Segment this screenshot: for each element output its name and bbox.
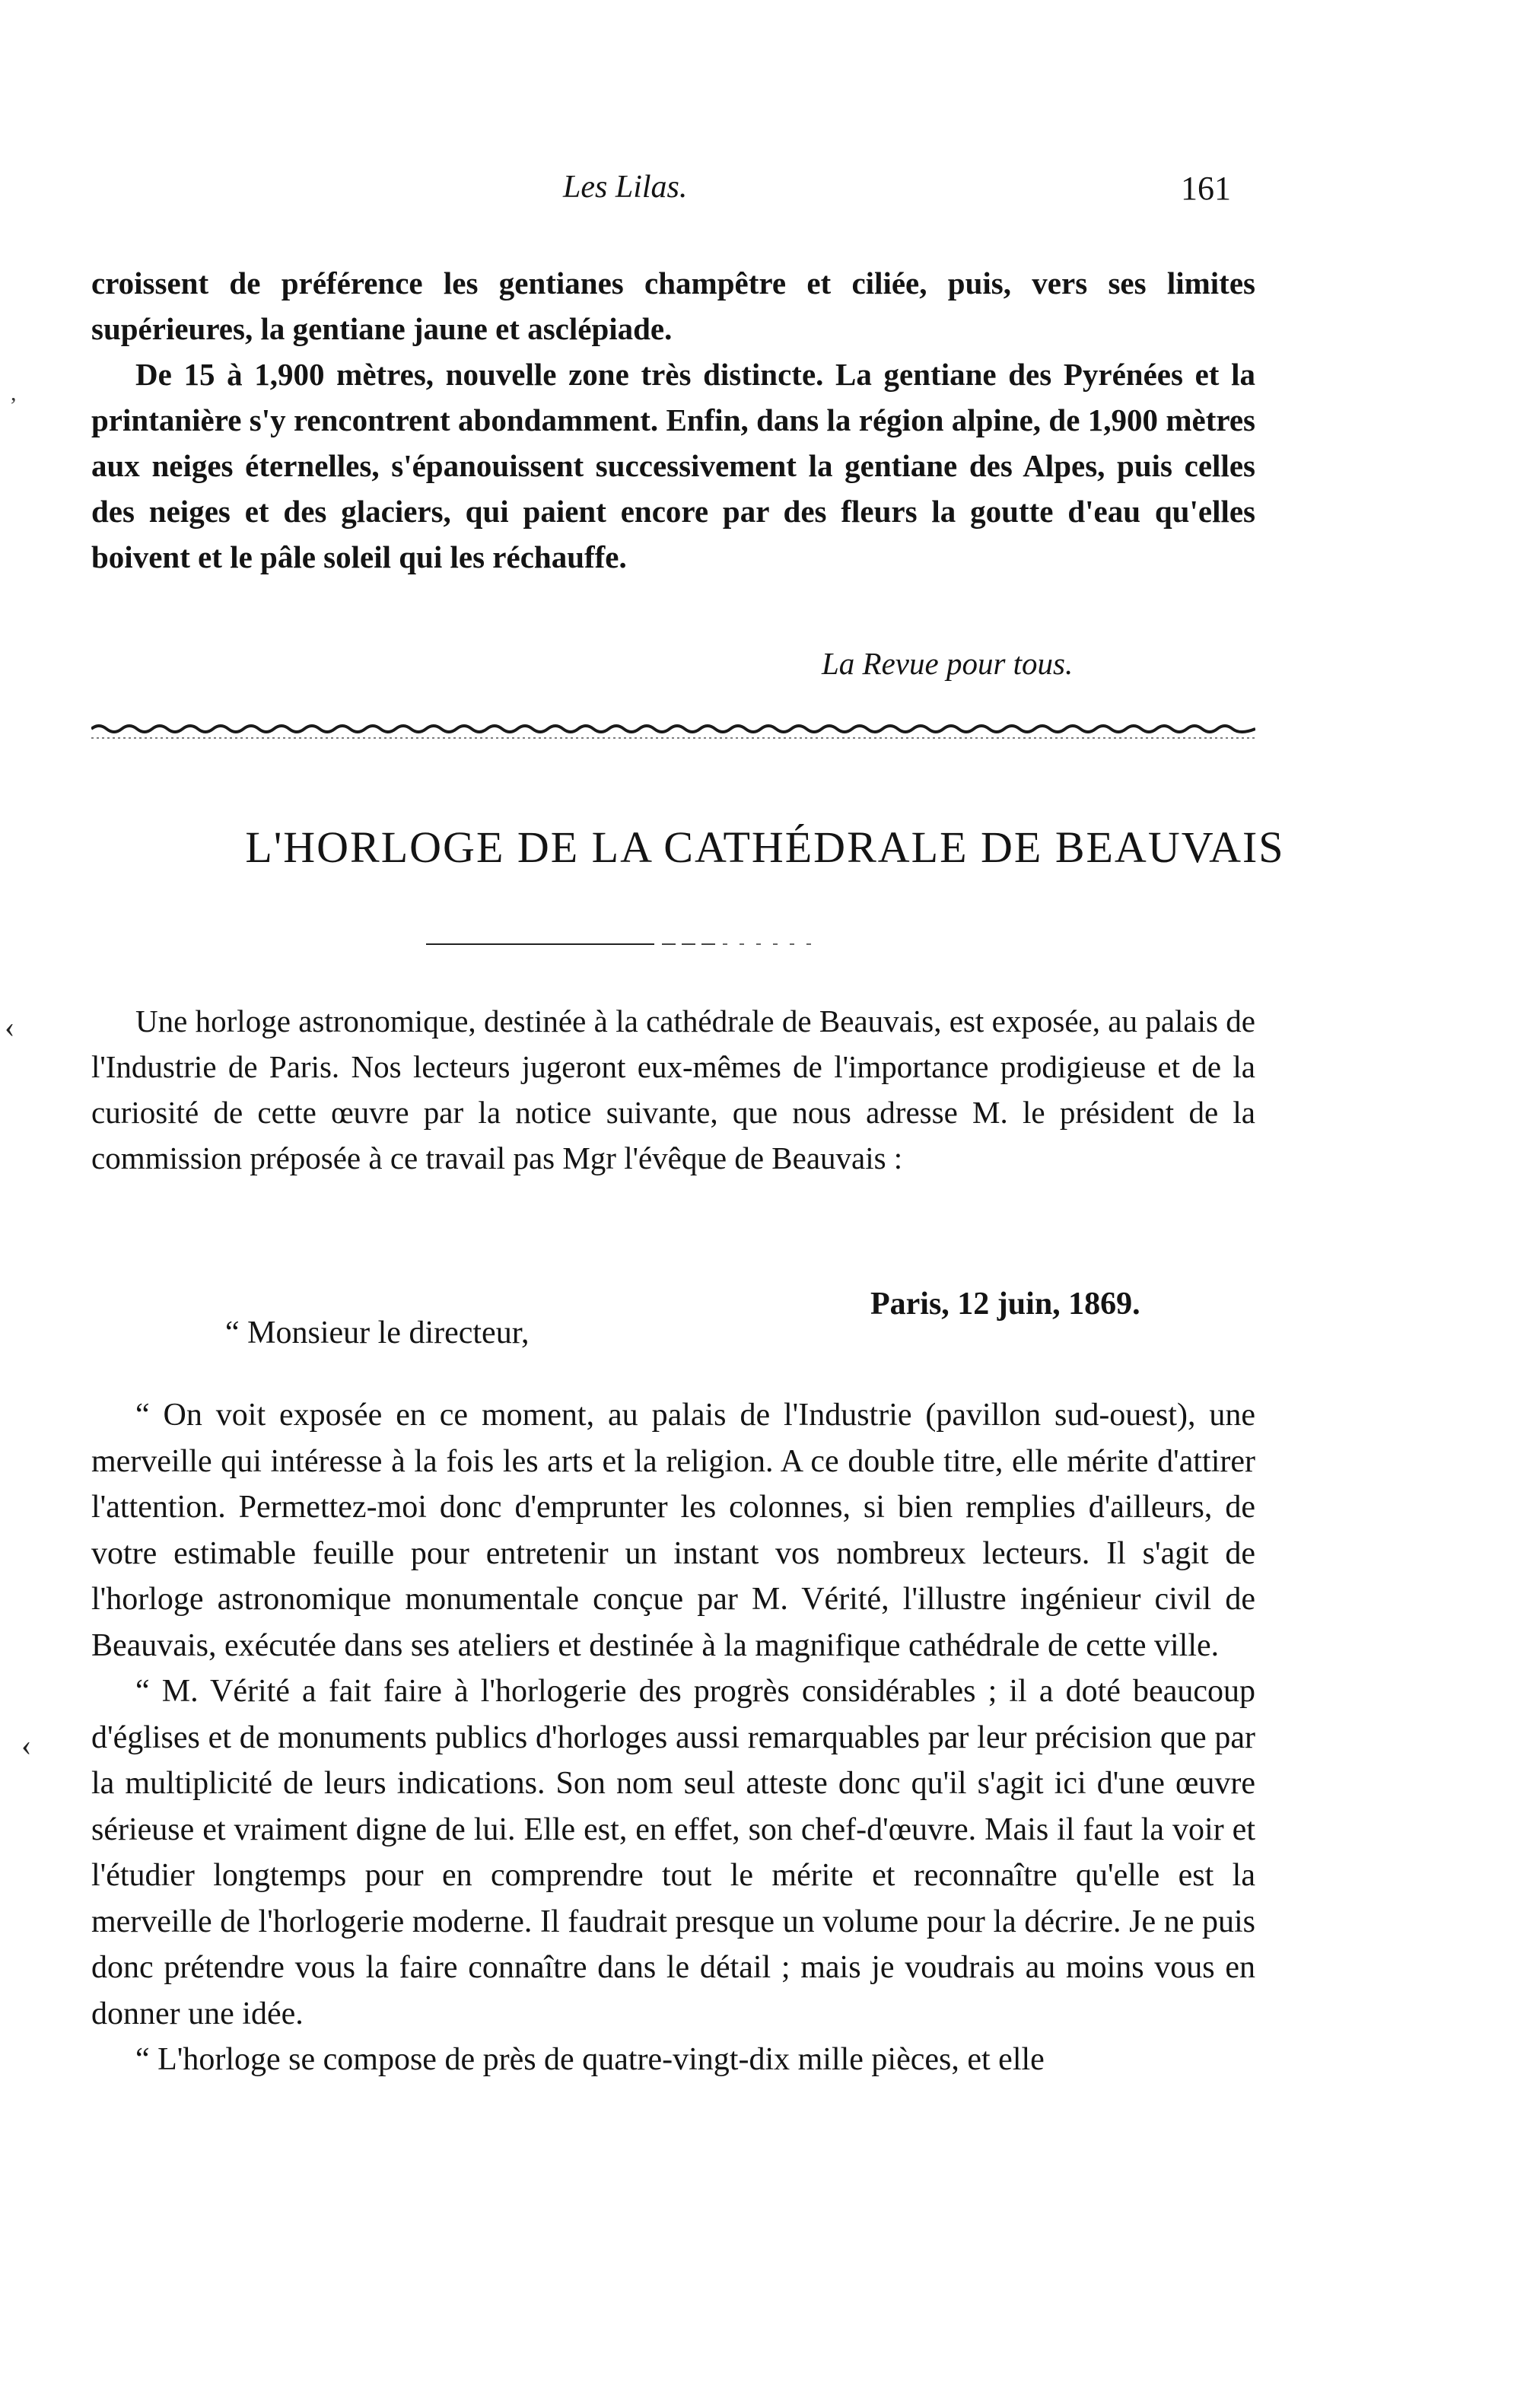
margin-mark: ‹ bbox=[5, 1010, 15, 1044]
source-attribution: La Revue pour tous. bbox=[822, 646, 1074, 681]
bleed-dot: , bbox=[11, 380, 17, 406]
wavy-separator-rule bbox=[91, 715, 1255, 746]
article-intro: Une horloge astronomique, destinée à la cathédrale de Beauvais, est exposée, au palais de l'Industrie de Paris. Nos lecteurs jugeront eux-mêmes de l'importance prodigieuse et de la curiosité de cette œuvre par la notice suivante, que nous adresse M. le président de la commission préposée à ce travail pas Mgr l'évêque de Beauvais : bbox=[91, 1004, 1255, 1175]
letter-paragraph: “ M. Vérité a fait faire à l'horlogerie des progrès considérables ; il a doté beaucoup d'églises et de monuments publics d'horloges aussi remarquables par leur précision que par la multiplicité de leurs indications. Son nom seul atteste donc qu'il s'agit ici d'une œuvre sérieuse et vraiment digne de lui. Elle est, en effet, son chef-d'œuvre. Mais il faut la voir et l'étudier longtemps pour en comprendre tout le mérite et reconnaître qu'elle est la merveille de l'horlogerie moderne. Il faudrait presque un volume pour la décrire. Je ne puis donc prétendre vous la faire connaître dans le détail ; mais je voudrais au moins vous en donner une idée. bbox=[91, 1674, 1255, 2031]
paragraph: croissent de préférence les gentianes champêtre et ciliée, puis, vers ses limites supérieures, la gentiane jaune et asclépiade. bbox=[91, 266, 1255, 346]
title-underline-rule bbox=[426, 940, 822, 948]
letter-paragraph: “ L'horloge se compose de près de quatre-vingt-dix mille pièces, et elle bbox=[135, 2042, 1045, 2077]
margin-mark: ‹ bbox=[21, 1728, 32, 1762]
running-title: Les Lilas. bbox=[563, 170, 688, 205]
paragraph: De 15 à 1,900 mètres, nouvelle zone très distincte. La gentiane des Pyrénées et la printanière s'y rencontrent abondamment. Enfin, dans la région alpine, de 1,900 mètres aux neiges éternelles, s'épanouissent successivement la gentiane des Alpes, puis celles des neiges et des glaciers, qui paient encore par des fleurs la goutte d'eau qu'elles boivent et le pâle soleil qui les réchauffe. bbox=[91, 357, 1255, 574]
article-title: L'HORLOGE DE LA CATHÉDRALE DE BEAUVAIS bbox=[245, 822, 1285, 872]
page-number: 161 bbox=[1181, 170, 1231, 207]
letter-paragraph: “ On voit exposée en ce moment, au palais de l'Industrie (pavillon sud-ouest), une merveille qui intéresse à la fois les arts et la religion. A ce double titre, elle mérite d'attirer l'attention. Permettez-moi donc d'emprunter les colonnes, si bien remplies d'ailleurs, de votre estimable feuille pour entretenir un instant vos nombreux lecteurs. Il s'agit de l'horloge astronomique monumentale conçue par M. Vérité, l'illustre ingénieur civil de Beauvais, exécutée dans ses ateliers et destinée à la magnifique cathédrale de cette ville. bbox=[91, 1398, 1255, 1663]
running-head bbox=[0, 169, 1530, 215]
previous-article-ending bbox=[91, 260, 1255, 580]
letter-salutation: “ Monsieur le directeur, bbox=[225, 1315, 530, 1350]
letter-date: Paris, 12 juin, 1869. bbox=[870, 1287, 1140, 1322]
letter-body bbox=[91, 1392, 1255, 2083]
